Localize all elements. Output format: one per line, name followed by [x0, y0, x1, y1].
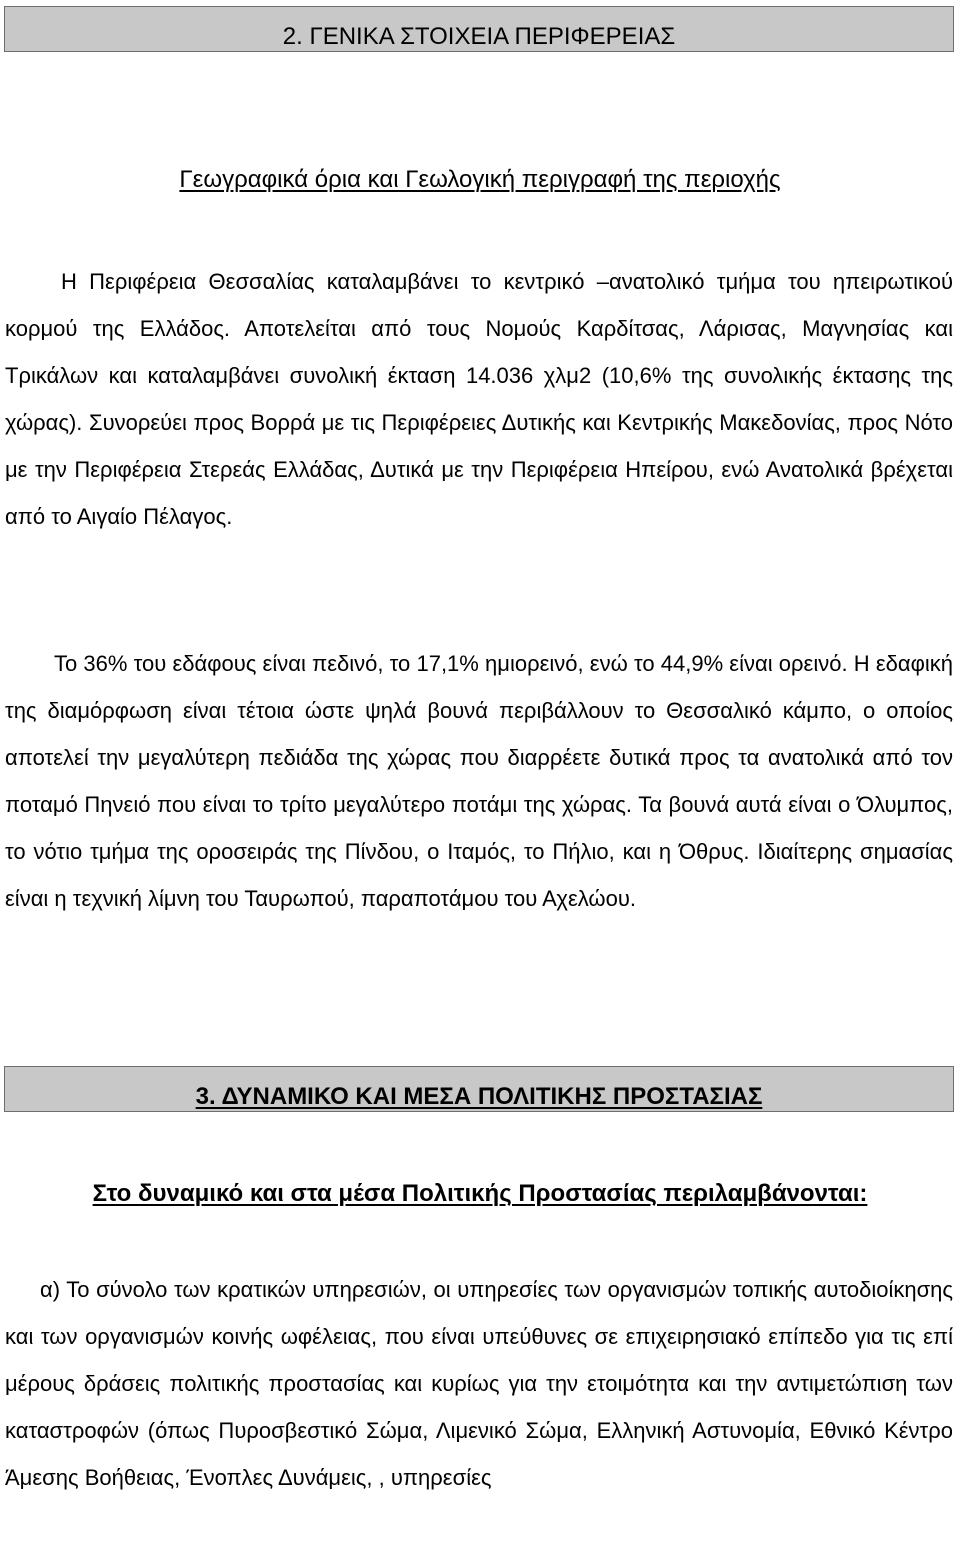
section-3-header: [4, 1066, 954, 1112]
section-2-header: [4, 6, 954, 52]
list-item-a: α) Το σύνολο των κρατικών υπηρεσιών, οι υπηρεσίες των οργανισμών τοπικής αυτοδιοίκησης και των οργανισμών κοινής ωφέλειας, που είναι υπεύθυνες σε επιχειρησιακό επίπεδο για τις επί μέρους δράσεις πολιτικής προστασίας και κυρίως για την ετοιμότητα και την αντιμετώπιση των καταστροφών (όπως Πυροσβεστικό Σώμα, Λιμενικό Σώμα, Ελληνική Αστυνομία, Εθνικό Κέντρο Άμεσης Βοήθειας, Ένοπλες Δυνάμεις, , υπηρεσίες: [5, 1277, 953, 1490]
section-2-subheading: Γεωγραφικά όρια και Γεωλογική περιγραφή της περιοχής: [179, 166, 781, 193]
paragraph-terrain: Το 36% του εδάφους είναι πεδινό, το 17,1% ημιορεινό, ενώ το 44,9% είναι ορεινό. Η εδαφική της διαμόρφωση είναι τέτοια ώστε ψηλά βουνά περιβάλλουν το Θεσσαλικό κάμπο, ο οποίος αποτελεί την μεγαλύτερη πεδιάδα της χώρας που διαρρέετε δυτικά προς τα ανατολικά από τον ποταμό Πηνειό που είναι το τρίτο μεγαλύτερο ποτάμι της χώρας. Τα βουνά αυτά είναι ο Όλυμπος, το νότιο τμήμα της οροσειράς της Πίνδου, ο Ιταμός, το Πήλιο, και η Όθρυς. Ιδιαίτερης σημασίας είναι η τεχνική λίμνη του Ταυρωπού, παραποτάμου του Αχελώου.: [5, 651, 953, 911]
section-2-title: 2. ΓΕΝΙΚΑ ΣΤΟΙΧΕΙΑ ΠΕΡΙΦΕΡΕΙΑΣ: [282, 23, 676, 50]
section-3-title: 3. ΔΥΝΑΜΙΚΟ ΚΑΙ ΜΕΣΑ ΠΟΛΙΤΙΚΗΣ ΠΡΟΣΤΑΣΙΑΣ: [195, 1083, 763, 1110]
section-3-subheading: Στο δυναμικό και στα μέσα Πολιτικής Προστασίας περιλαμβάνονται:: [92, 1180, 868, 1207]
paragraph-geography: Η Περιφέρεια Θεσσαλίας καταλαμβάνει το κεντρικό –ανατολικό τμήμα του ηπειρωτικού κορμού της Ελλάδος. Αποτελείται από τους Νομούς Καρδίτσας, Λάρισας, Μαγνησίας και Τρικάλων και καταλαμβάνει συνολική έκταση 14.036 χλμ2 (10,6% της συνολικής έκτασης της χώρας). Συνορεύει προς Βορρά με τις Περιφέρειες Δυτικής και Κεντρικής Μακεδονίας, προς Νότο με την Περιφέρεια Στερεάς Ελλάδας, Δυτικά με την Περιφέρεια Ηπείρου, ενώ Ανατολικά βρέχεται από το Αιγαίο Πέλαγος.: [5, 269, 953, 529]
